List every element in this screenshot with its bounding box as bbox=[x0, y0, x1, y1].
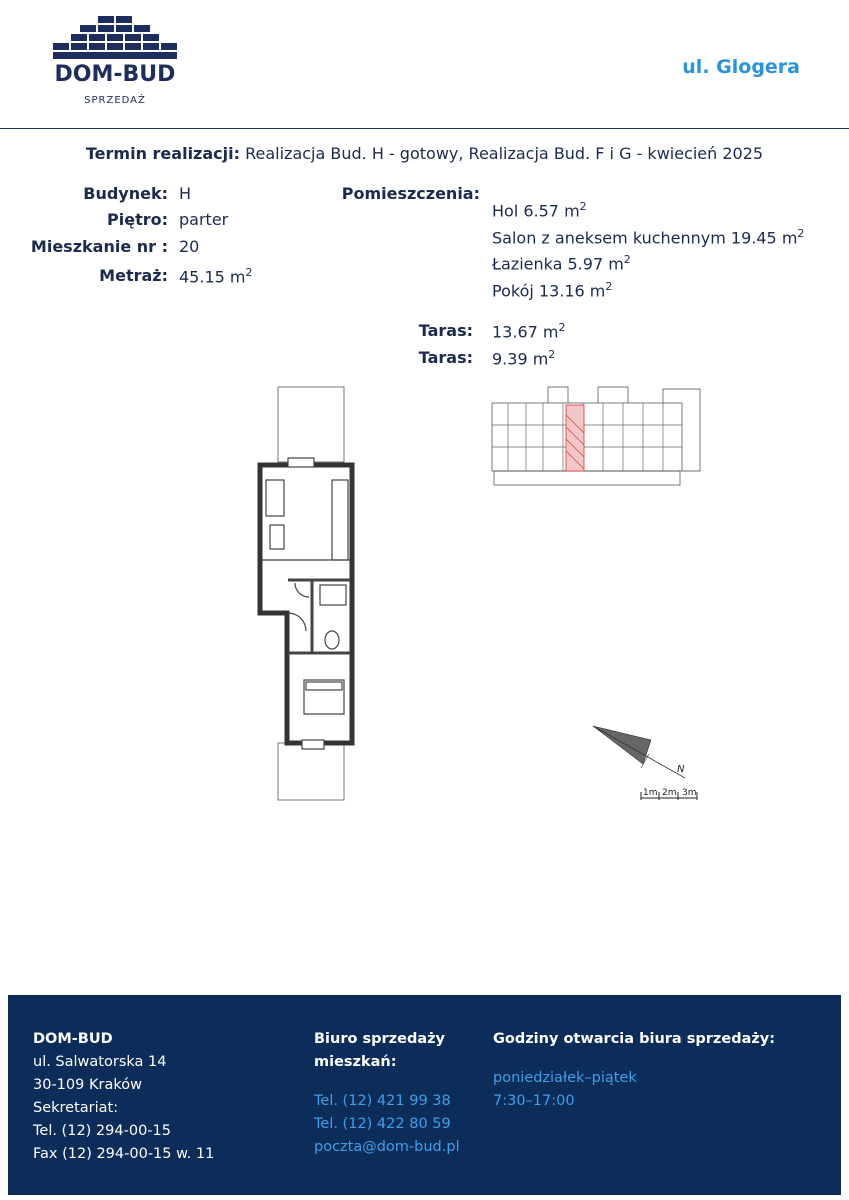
sales-email-link[interactable]: poczta@dom-bud.pl bbox=[314, 1139, 460, 1155]
header-divider bbox=[0, 128, 849, 129]
scale-label: 3m bbox=[682, 788, 697, 798]
apartment-label: Mieszkanie nr : bbox=[30, 237, 168, 256]
term-label: Termin realizacji: bbox=[85, 144, 241, 163]
floor-label: Piętro: bbox=[107, 210, 168, 229]
footer-company-name: DOM-BUD bbox=[33, 1031, 113, 1047]
sales-phone-link[interactable]: Tel. (12) 421 99 38 bbox=[314, 1093, 451, 1109]
building-value: H bbox=[179, 184, 192, 203]
hours-time: 7:30–17:00 bbox=[493, 1093, 575, 1109]
area-value: 45.15 $m^2$ bbox=[179, 266, 253, 287]
apartment-value: 20 bbox=[179, 237, 200, 256]
hours-days: poniedziałek–piątek bbox=[493, 1070, 637, 1086]
terrace-label: Taras: bbox=[418, 321, 473, 340]
scale-label: 1m bbox=[643, 788, 658, 798]
highlighted-unit bbox=[566, 405, 584, 471]
footer-address-line: 30-109 Kraków bbox=[33, 1077, 142, 1093]
completion-term bbox=[0, 144, 849, 163]
footer-address-line: ul. Salwatorska 14 bbox=[33, 1054, 167, 1070]
footer-phone: Tel. (12) 294-00-15 bbox=[33, 1123, 171, 1139]
building-label: Budynek: bbox=[83, 184, 168, 203]
terrace-label: Taras: bbox=[418, 348, 473, 367]
hours-title: Godziny otwarcia biura sprzedaży: bbox=[493, 1031, 776, 1047]
sales-office-title: Biuro sprzedaży bbox=[314, 1031, 445, 1047]
street-name: ul. Glogera bbox=[682, 56, 800, 78]
apartment-floor-plan bbox=[240, 385, 360, 805]
room-item: Pokój 13.16 $m^2$ bbox=[492, 280, 613, 301]
terrace-top bbox=[278, 387, 344, 462]
logo-name: DOM-BUD bbox=[54, 62, 176, 87]
room-item: Salon z aneksem kuchennym 19.45 $m^2$ bbox=[492, 227, 805, 248]
north-arrow-icon bbox=[585, 720, 710, 805]
terrace-bottom bbox=[278, 743, 344, 800]
footer bbox=[8, 995, 841, 1195]
terrace-value: 13.67 $m^2$ bbox=[492, 321, 566, 342]
footer-fax: Fax (12) 294-00-15 w. 11 bbox=[33, 1146, 215, 1162]
building-site-plan bbox=[488, 385, 708, 490]
footer-company-info bbox=[33, 1028, 214, 1166]
north-label: N bbox=[677, 764, 685, 775]
terrace-value: 9.39 $m^2$ bbox=[492, 348, 556, 369]
rooms-label: Pomieszczenia: bbox=[341, 184, 480, 203]
room-item: Łazienka 5.97 $m^2$ bbox=[492, 253, 631, 274]
footer-opening-hours bbox=[493, 1028, 775, 1113]
scale-label: 2m bbox=[662, 788, 677, 798]
area-label: Metraż: bbox=[99, 266, 168, 285]
floor-value: parter bbox=[179, 210, 229, 229]
footer-secretariat-label: Sekretariat: bbox=[33, 1100, 119, 1116]
logo-bricks-icon bbox=[52, 16, 178, 62]
sales-phone-link[interactable]: Tel. (12) 422 80 59 bbox=[314, 1116, 451, 1132]
logo-subtitle: SPRZEDAŻ bbox=[84, 95, 146, 106]
sales-office-title: mieszkań: bbox=[314, 1054, 397, 1070]
footer-sales-office bbox=[314, 1028, 460, 1159]
room-item: Hol 6.57 $m^2$ bbox=[492, 200, 587, 221]
term-value: Realizacja Bud. H - gotowy, Realizacja Bud. F i G - kwiecień 2025 bbox=[245, 144, 764, 163]
